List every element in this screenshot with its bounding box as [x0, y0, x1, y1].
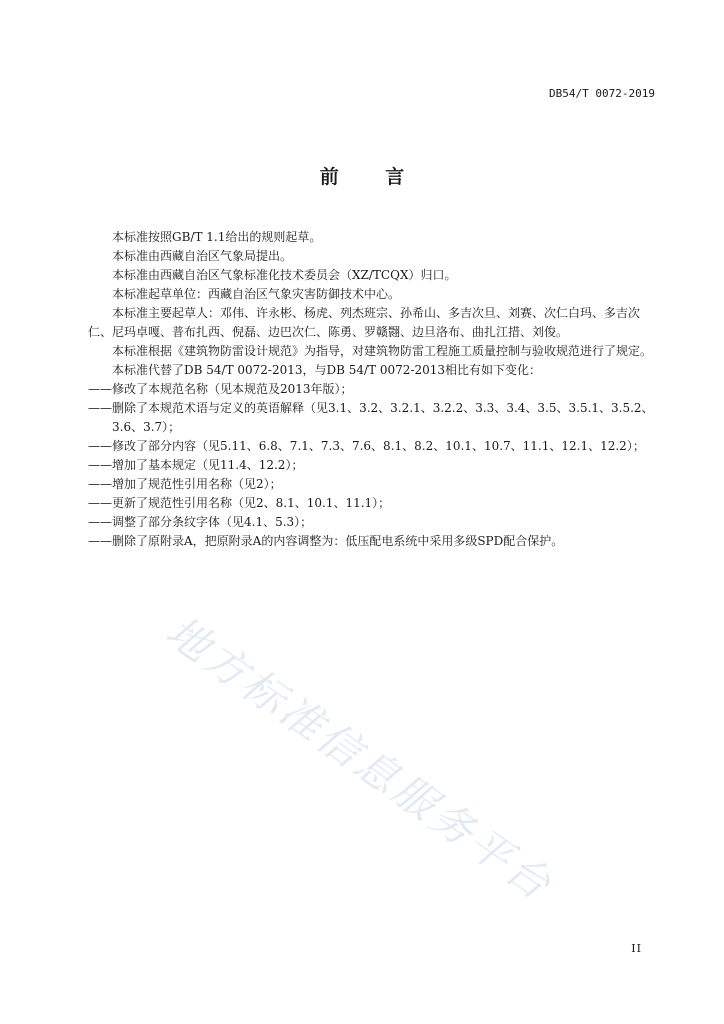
watermark: 地方标准信息服务平台 — [157, 606, 563, 911]
paragraph-drafting-unit: 本标准起草单位：西藏自治区气象灾害防御技术中心。 — [112, 287, 401, 301]
change-item: ——增加了规范性引用名称（见2）； — [88, 477, 282, 491]
change-item: ——删除了原附录A，把原附录A的内容调整为：低压配电系统中采用多级SPD配合保护。 — [88, 534, 564, 548]
paragraph-drafting-rules: 本标准按照GB/T 1.1给出的规则起草。 — [112, 230, 322, 244]
change-item: ——调整了部分条纹字体（见4.1、5.3）； — [88, 515, 313, 529]
paragraph-committee: 本标准由西藏自治区气象标准化技术委员会（XZ/TCQX）归口。 — [112, 268, 457, 282]
foreword-body — [88, 228, 660, 551]
standard-code: DB54/T 0072-2019 — [549, 87, 655, 100]
paragraph-replacement: 本标准代替了DB 54/T 0072-2013，与DB 54/T 0072-2013相比有如下变化： — [112, 363, 542, 377]
change-item: ——修改了本规范名称（见本规范及2013年版）； — [88, 382, 353, 396]
change-item: ——增加了基本规定（见11.4、12.2）； — [88, 458, 304, 472]
paragraph-proposer: 本标准由西藏自治区气象局提出。 — [112, 249, 293, 263]
page-title: 前 言 — [319, 166, 425, 188]
change-item: ——更新了规范性引用名称（见2、8.1、10.1、11.1）； — [88, 496, 391, 510]
change-item: ——删除了本规范术语与定义的英语解释（见3.1、3.2、3.2.1、3.2.2、3.3、3.4、3.5、3.5.1、3.5.2、3.6、3.7）； — [88, 401, 654, 434]
change-item: ——修改了部分内容（见5.11、6.8、7.1、7.3、7.6、8.1、8.2、10.1、10.7、11.1、12.1、12.2）； — [88, 439, 645, 453]
paragraph-drafters: 本标准主要起草人：邓伟、许永彬、杨虎、列杰班宗、孙希山、多吉次旦、刘赛、次仁白玛、多吉次仁、尼玛卓嘎、普布扎西、倪磊、边巴次仁、陈勇、罗赣翾、边旦洛布、曲扎江措、刘俊。 — [88, 306, 641, 339]
paragraph-basis: 本标准根据《建筑物防雷设计规范》为指导，对建筑物防雷工程施工质量控制与验收规范进行了规定。 — [112, 344, 653, 358]
page-number: II — [631, 942, 642, 955]
